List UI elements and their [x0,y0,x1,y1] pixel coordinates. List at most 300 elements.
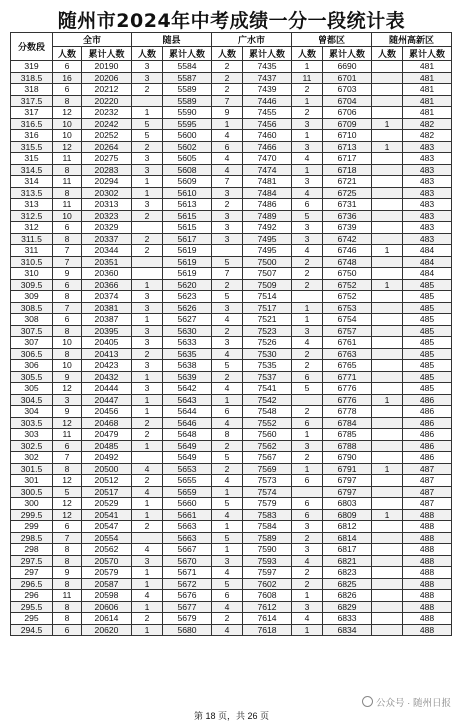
guangshui-cumulative-cell: 7456 [243,118,292,130]
score-cell: 317 [11,107,53,119]
city-cumulative-cell: 20570 [82,555,132,567]
zengdu-cumulative-cell: 6784 [323,417,372,429]
city-cumulative-cell: 20468 [82,417,132,429]
hightech-cumulative-cell: 481 [403,95,452,107]
guangshui-count-cell: 2 [212,199,243,211]
score-cell: 311.5 [11,233,53,245]
guangshui-count-cell: 7 [212,95,243,107]
suixian-cumulative-cell: 5610 [163,187,212,199]
hightech-cumulative-cell: 483 [403,210,452,222]
hightech-count-cell [372,302,403,314]
suixian-count-cell: 3 [132,555,163,567]
score-cell: 309 [11,291,53,303]
guangshui-count-cell: 6 [212,590,243,602]
hightech-count-cell [372,233,403,245]
suixian-count-cell: 3 [132,383,163,395]
suixian-cumulative-cell: 5672 [163,578,212,590]
zengdu-cumulative-cell: 6833 [323,613,372,625]
guangshui-count-cell: 4 [212,348,243,360]
suixian-cumulative-cell: 5619 [163,245,212,257]
score-cell: 303 [11,429,53,441]
guangshui-count-cell: 4 [212,475,243,487]
suixian-cumulative-cell: 5602 [163,141,212,153]
zengdu-cumulative-cell: 6829 [323,601,372,613]
hightech-cumulative-cell: 481 [403,107,452,119]
hightech-count-cell [372,314,403,326]
guangshui-count-cell: 2 [212,440,243,452]
suixian-cumulative-cell: 5659 [163,486,212,498]
city-count-cell: 8 [53,613,82,625]
guangshui-count-cell: 1 [212,521,243,533]
suixian-count-cell: 4 [132,544,163,556]
guangshui-count-cell: 4 [212,314,243,326]
city-count-cell: 10 [53,130,82,142]
suixian-cumulative-cell: 5663 [163,532,212,544]
city-count-cell: 7 [53,256,82,268]
suixian-cumulative-cell: 5679 [163,613,212,625]
suixian-count-cell: 3 [132,337,163,349]
city-count-cell: 11 [53,153,82,165]
guangshui-count-cell: 4 [212,130,243,142]
zengdu-cumulative-cell: 6746 [323,245,372,257]
hightech-cumulative-cell: 484 [403,256,452,268]
hightech-cumulative-cell: 488 [403,624,452,636]
suixian-cumulative-cell: 5653 [163,463,212,475]
zengdu-count-cell: 3 [292,544,323,556]
zengdu-cumulative-cell: 6785 [323,429,372,441]
suixian-count-cell: 3 [132,164,163,176]
city-count-cell: 7 [53,532,82,544]
zengdu-count-cell: 3 [292,176,323,188]
hightech-cumulative-cell: 485 [403,348,452,360]
suixian-count-cell: 2 [132,245,163,257]
hightech-count-cell: 1 [372,245,403,257]
suixian-cumulative-cell: 5670 [163,555,212,567]
hightech-cumulative-cell: 485 [403,360,452,372]
score-cell: 314 [11,176,53,188]
city-cumulative-cell: 20313 [82,199,132,211]
zengdu-cumulative-cell: 6721 [323,176,372,188]
table-row [11,394,452,406]
city-count-cell: 8 [53,164,82,176]
suixian-count-cell [132,452,163,464]
suixian-cumulative-cell: 5608 [163,164,212,176]
score-cell: 313 [11,199,53,211]
suixian-count-cell: 1 [132,107,163,119]
header-group-city: 全市 [53,33,132,47]
zengdu-cumulative-cell: 6791 [323,463,372,475]
city-cumulative-cell: 20366 [82,279,132,291]
hightech-cumulative-cell: 483 [403,199,452,211]
suixian-cumulative-cell: 5655 [163,475,212,487]
suixian-cumulative-cell: 5623 [163,291,212,303]
city-count-cell: 7 [53,302,82,314]
guangshui-count-cell: 3 [212,337,243,349]
hightech-count-cell [372,498,403,510]
table-row [11,486,452,498]
city-count-cell: 12 [53,383,82,395]
city-cumulative-cell: 20190 [82,61,132,73]
hightech-cumulative-cell: 488 [403,590,452,602]
guangshui-count-cell: 8 [212,429,243,441]
table-body [11,61,452,636]
guangshui-cumulative-cell: 7474 [243,164,292,176]
guangshui-cumulative-cell: 7562 [243,440,292,452]
score-cell: 304.5 [11,394,53,406]
city-count-cell: 6 [53,84,82,96]
suixian-count-cell: 3 [132,291,163,303]
city-cumulative-cell: 20444 [82,383,132,395]
score-cell: 305 [11,383,53,395]
suixian-count-cell: 2 [132,141,163,153]
guangshui-count-cell: 2 [212,72,243,84]
suixian-cumulative-cell: 5613 [163,199,212,211]
header-cumulative: 累计人数 [163,47,212,61]
guangshui-cumulative-cell: 7569 [243,463,292,475]
score-cell: 307.5 [11,325,53,337]
zengdu-count-cell: 3 [292,440,323,452]
score-cell: 306.5 [11,348,53,360]
city-cumulative-cell: 20232 [82,107,132,119]
suixian-cumulative-cell: 5605 [163,153,212,165]
zengdu-cumulative-cell: 6690 [323,61,372,73]
score-cell: 303.5 [11,417,53,429]
city-cumulative-cell: 20547 [82,521,132,533]
zengdu-cumulative-cell: 6713 [323,141,372,153]
suixian-count-cell: 5 [132,118,163,130]
city-cumulative-cell: 20587 [82,578,132,590]
suixian-cumulative-cell: 5648 [163,429,212,441]
hightech-count-cell [372,371,403,383]
city-cumulative-cell: 20423 [82,360,132,372]
table-row [11,222,452,234]
suixian-cumulative-cell: 5619 [163,268,212,280]
suixian-cumulative-cell: 5615 [163,222,212,234]
guangshui-cumulative-cell: 7541 [243,383,292,395]
city-cumulative-cell: 20206 [82,72,132,84]
guangshui-count-cell: 2 [212,463,243,475]
table-row [11,521,452,533]
table-row [11,509,452,521]
score-cell: 307 [11,337,53,349]
hightech-count-cell [372,210,403,222]
hightech-count-cell [372,187,403,199]
city-cumulative-cell: 20500 [82,463,132,475]
hightech-count-cell: 1 [372,279,403,291]
table-row [11,61,452,73]
guangshui-cumulative-cell: 7573 [243,475,292,487]
suixian-count-cell: 3 [132,199,163,211]
table-row [11,164,452,176]
hightech-count-cell [372,521,403,533]
city-cumulative-cell: 20302 [82,187,132,199]
city-cumulative-cell: 20360 [82,268,132,280]
city-cumulative-cell: 20395 [82,325,132,337]
city-cumulative-cell: 20374 [82,291,132,303]
guangshui-count-cell: 2 [212,84,243,96]
guangshui-cumulative-cell: 7612 [243,601,292,613]
zengdu-count-cell: 5 [292,383,323,395]
suixian-cumulative-cell: 5638 [163,360,212,372]
hightech-count-cell: 1 [372,394,403,406]
hightech-count-cell [372,417,403,429]
zengdu-cumulative-cell: 6817 [323,544,372,556]
guangshui-cumulative-cell: 7509 [243,279,292,291]
table-row [11,452,452,464]
city-cumulative-cell: 20485 [82,440,132,452]
guangshui-cumulative-cell: 7548 [243,406,292,418]
hightech-count-cell [372,256,403,268]
suixian-cumulative-cell: 5646 [163,417,212,429]
suixian-count-cell: 1 [132,371,163,383]
hightech-count-cell [372,348,403,360]
suixian-cumulative-cell: 5676 [163,590,212,602]
guangshui-count-cell: 3 [212,187,243,199]
guangshui-count-cell: 1 [212,394,243,406]
suixian-count-cell: 2 [132,210,163,222]
hightech-count-cell [372,486,403,498]
guangshui-cumulative-cell: 7495 [243,233,292,245]
hightech-count-cell [372,199,403,211]
zengdu-count-cell: 6 [292,417,323,429]
score-cell: 296.5 [11,578,53,590]
zengdu-cumulative-cell: 6748 [323,256,372,268]
table-row [11,429,452,441]
hightech-cumulative-cell: 488 [403,555,452,567]
hightech-cumulative-cell: 483 [403,164,452,176]
city-count-cell: 11 [53,590,82,602]
zengdu-count-cell: 4 [292,187,323,199]
hightech-cumulative-cell: 488 [403,544,452,556]
header-count: 人数 [212,47,243,61]
city-cumulative-cell: 20606 [82,601,132,613]
hightech-cumulative-cell: 488 [403,521,452,533]
zengdu-count-cell: 6 [292,199,323,211]
zengdu-count-cell: 2 [292,578,323,590]
score-cell: 313.5 [11,187,53,199]
suixian-cumulative-cell: 5667 [163,544,212,556]
suixian-cumulative-cell: 5590 [163,107,212,119]
hightech-cumulative-cell: 486 [403,394,452,406]
header-count: 人数 [132,47,163,61]
watermark-text: 公众号 · 随州日报 [376,698,451,709]
guangshui-count-cell: 4 [212,624,243,636]
suixian-count-cell: 2 [132,417,163,429]
guangshui-cumulative-cell: 7560 [243,429,292,441]
hightech-count-cell: 1 [372,118,403,130]
zengdu-cumulative-cell: 6742 [323,233,372,245]
header-cumulative: 累计人数 [403,47,452,61]
zengdu-count-cell: 1 [292,95,323,107]
suixian-cumulative-cell: 5649 [163,440,212,452]
zengdu-cumulative-cell: 6821 [323,555,372,567]
guangshui-count-cell: 5 [212,360,243,372]
score-cell: 304 [11,406,53,418]
guangshui-count-cell: 2 [212,371,243,383]
zengdu-count-cell: 2 [292,107,323,119]
city-cumulative-cell: 20344 [82,245,132,257]
zengdu-cumulative-cell: 6826 [323,590,372,602]
table-row [11,268,452,280]
guangshui-count-cell: 1 [212,486,243,498]
score-cell: 316 [11,130,53,142]
table-row [11,590,452,602]
suixian-cumulative-cell: 5677 [163,601,212,613]
suixian-cumulative-cell: 5595 [163,118,212,130]
city-count-cell: 8 [53,187,82,199]
table-row [11,107,452,119]
suixian-count-cell: 1 [132,498,163,510]
guangshui-cumulative-cell: 7500 [243,256,292,268]
suixian-count-cell: 2 [132,233,163,245]
city-count-cell: 10 [53,360,82,372]
score-cell: 317.5 [11,95,53,107]
city-count-cell: 12 [53,107,82,119]
zengdu-count-cell: 3 [292,521,323,533]
zengdu-cumulative-cell: 6701 [323,72,372,84]
score-cell: 301 [11,475,53,487]
table-row [11,141,452,153]
zengdu-cumulative-cell: 6706 [323,107,372,119]
city-count-cell: 6 [53,61,82,73]
guangshui-count-cell: 7 [212,176,243,188]
table-row [11,337,452,349]
hightech-cumulative-cell: 488 [403,613,452,625]
hightech-cumulative-cell: 481 [403,72,452,84]
guangshui-cumulative-cell: 7460 [243,130,292,142]
guangshui-cumulative-cell: 7446 [243,95,292,107]
suixian-count-cell: 3 [132,360,163,372]
city-cumulative-cell: 20294 [82,176,132,188]
guangshui-count-cell: 5 [212,452,243,464]
zengdu-cumulative-cell: 6797 [323,486,372,498]
score-cell: 296 [11,590,53,602]
zengdu-cumulative-cell: 6765 [323,360,372,372]
guangshui-count-cell: 3 [212,555,243,567]
page-title: 随州市2024年中考成绩一分一段统计表 [57,10,406,32]
zengdu-count-cell: 1 [292,302,323,314]
zengdu-count-cell [292,291,323,303]
city-cumulative-cell: 20432 [82,371,132,383]
hightech-cumulative-cell: 487 [403,486,452,498]
zengdu-count-cell: 1 [292,590,323,602]
hightech-count-cell [372,176,403,188]
table-row [11,360,452,372]
table-row [11,118,452,130]
city-count-cell: 11 [53,199,82,211]
guangshui-count-cell: 9 [212,107,243,119]
city-cumulative-cell: 20598 [82,590,132,602]
hightech-count-cell [372,555,403,567]
suixian-cumulative-cell: 5663 [163,521,212,533]
city-cumulative-cell: 20554 [82,532,132,544]
hightech-count-cell [372,452,403,464]
hightech-cumulative-cell: 488 [403,532,452,544]
hightech-cumulative-cell: 483 [403,141,452,153]
guangshui-count-cell: 6 [212,406,243,418]
city-count-cell: 9 [53,268,82,280]
city-count-cell: 9 [53,371,82,383]
suixian-count-cell: 1 [132,578,163,590]
zengdu-cumulative-cell: 6709 [323,118,372,130]
suixian-count-cell: 2 [132,521,163,533]
guangshui-cumulative-cell: 7618 [243,624,292,636]
hightech-count-cell [372,72,403,84]
table-row [11,624,452,636]
guangshui-cumulative-cell: 7602 [243,578,292,590]
table-row [11,199,452,211]
zengdu-count-cell: 4 [292,613,323,625]
hightech-count-cell [372,222,403,234]
suixian-cumulative-cell: 5619 [163,256,212,268]
city-cumulative-cell: 20492 [82,452,132,464]
hightech-cumulative-cell: 487 [403,475,452,487]
score-cell: 308 [11,314,53,326]
zengdu-cumulative-cell: 6761 [323,337,372,349]
zengdu-count-cell [292,394,323,406]
suixian-cumulative-cell: 5680 [163,624,212,636]
guangshui-cumulative-cell: 7574 [243,486,292,498]
zengdu-count-cell: 1 [292,61,323,73]
city-count-cell: 7 [53,245,82,257]
hightech-count-cell [372,601,403,613]
table-row [11,567,452,579]
score-distribution-table [10,32,452,636]
guangshui-cumulative-cell: 7579 [243,498,292,510]
table-row [11,613,452,625]
zengdu-count-cell: 4 [292,337,323,349]
zengdu-cumulative-cell: 6703 [323,84,372,96]
score-cell: 305.5 [11,371,53,383]
guangshui-count-cell: 2 [212,61,243,73]
table-row [11,532,452,544]
table-row [11,84,452,96]
table-row [11,417,452,429]
hightech-count-cell [372,440,403,452]
suixian-cumulative-cell: 5633 [163,337,212,349]
hightech-cumulative-cell: 486 [403,440,452,452]
suixian-count-cell: 1 [132,567,163,579]
header-score-range: 分数段 [11,33,53,61]
guangshui-cumulative-cell: 7435 [243,61,292,73]
zengdu-count-cell: 3 [292,118,323,130]
zengdu-cumulative-cell: 6776 [323,394,372,406]
city-count-cell: 9 [53,567,82,579]
suixian-count-cell: 4 [132,463,163,475]
score-cell: 315.5 [11,141,53,153]
hightech-cumulative-cell: 483 [403,153,452,165]
hightech-count-cell [372,84,403,96]
guangshui-cumulative-cell: 7583 [243,509,292,521]
guangshui-cumulative-cell: 7537 [243,371,292,383]
score-cell: 297.5 [11,555,53,567]
suixian-cumulative-cell: 5661 [163,509,212,521]
table-row [11,72,452,84]
zengdu-cumulative-cell: 6790 [323,452,372,464]
suixian-count-cell: 3 [132,72,163,84]
table-row [11,256,452,268]
hightech-cumulative-cell: 483 [403,222,452,234]
guangshui-cumulative-cell: 7484 [243,187,292,199]
table-row [11,498,452,510]
zengdu-cumulative-cell: 6814 [323,532,372,544]
city-count-cell: 12 [53,509,82,521]
hightech-cumulative-cell: 485 [403,302,452,314]
score-cell: 300.5 [11,486,53,498]
city-count-cell: 8 [53,95,82,107]
suixian-cumulative-cell: 5589 [163,95,212,107]
hightech-cumulative-cell: 488 [403,567,452,579]
